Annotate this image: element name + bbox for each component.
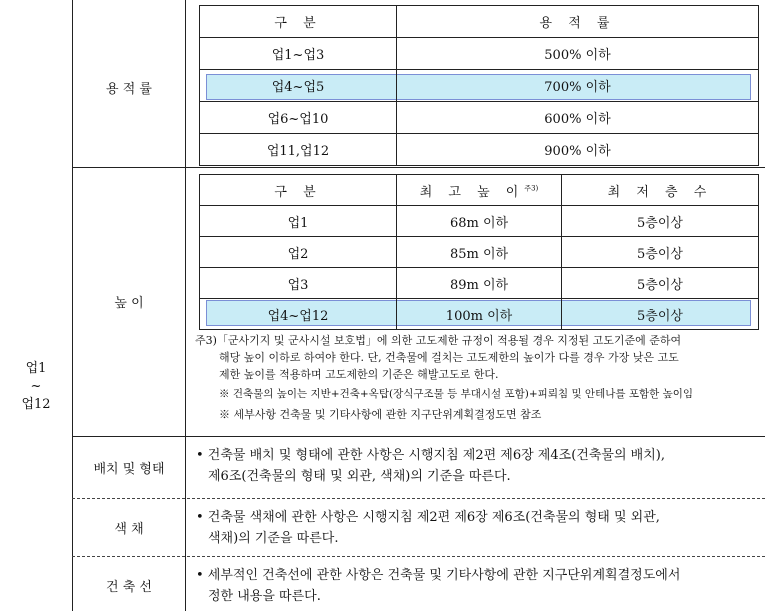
far-header-category: 구 분 — [200, 6, 397, 38]
placement-text-1: • 건축물 배치 및 형태에 관한 사항은 시행지침 제2편 제6장 제4조(건축물의 배치), — [196, 448, 665, 463]
height-header-note-ref: 주3) — [524, 184, 539, 193]
height-note-5: ※ 세부사항 건축물 및 기타사항에 관한 지구단위계획결정도면 참조 — [219, 408, 542, 421]
table-row — [200, 268, 759, 299]
row-divider — [72, 436, 765, 437]
table-row — [200, 237, 759, 268]
height-max-cell: 85m 이하 — [397, 237, 562, 268]
zone-label-end: 업12 — [21, 397, 51, 412]
height-header-max-label: 최 고 높 이 — [419, 184, 525, 200]
height-floors-cell: 5층이상 — [562, 206, 759, 237]
far-zone-cell: 업11,업12 — [200, 134, 397, 166]
height-max-cell: 100m 이하 — [397, 299, 562, 330]
far-value-cell: 500% 이하 — [397, 38, 759, 70]
table-row — [200, 38, 759, 70]
far-header-ratio: 용 적 률 — [397, 6, 759, 38]
far-section-label: 용 적 률 — [106, 82, 152, 97]
height-note-3: 제한 높이를 적용하며 고도제한의 기준은 해발고도로 한다. — [219, 368, 499, 381]
far-zone-cell: 업1~업3 — [200, 38, 397, 70]
zone-label-start: 업1 — [25, 361, 47, 376]
color-section-label: 색 채 — [114, 522, 144, 537]
height-max-cell: 68m 이하 — [397, 206, 562, 237]
row-divider-dashed — [72, 556, 765, 557]
building-line-text-1: • 세부적인 건축선에 관한 사항은 건축물 및 기타사항에 관한 지구단위계획결정도에서 — [196, 568, 681, 583]
table-row — [200, 102, 759, 134]
height-zone-cell: 업2 — [200, 237, 397, 268]
far-value-cell: 700% 이하 — [397, 70, 759, 102]
far-header-row — [200, 6, 759, 38]
height-header-max — [397, 175, 562, 206]
height-header-row — [200, 175, 759, 206]
column-divider — [185, 0, 186, 611]
table-row — [200, 299, 759, 330]
height-note-4: ※ 건축물의 높이는 지반+건축+옥탑(장식구조물 등 부대시설 포함)+피뢰침 및 안테나를 포함한 높이임 — [219, 388, 694, 400]
height-section-label: 높 이 — [114, 296, 144, 311]
placement-section-label: 배치 및 형태 — [93, 462, 165, 477]
height-max-cell: 89m 이하 — [397, 268, 562, 299]
height-note-1: 주3)「군사기지 및 군사시설 보호법」에 의한 고도제한 규정이 적용될 경우 지정된 고도기준에 준하여 — [195, 334, 682, 347]
height-floors-cell: 5층이상 — [562, 299, 759, 330]
color-text-2: 색채)의 기준을 따른다. — [208, 531, 339, 546]
height-note-2: 해당 높이 이하로 하여야 한다. 단, 건축물에 걸치는 고도제한의 높이가 다를 경우 가장 낮은 고도 — [219, 351, 679, 364]
height-table — [199, 174, 759, 330]
far-zone-cell: 업6~업10 — [200, 102, 397, 134]
table-row — [200, 70, 759, 102]
zone-label-tilde: ~ — [30, 379, 42, 394]
height-zone-cell: 업3 — [200, 268, 397, 299]
height-zone-cell: 업4~업12 — [200, 299, 397, 330]
height-header-category: 구 분 — [200, 175, 397, 206]
height-header-min-floors: 최 저 층 수 — [562, 175, 759, 206]
height-floors-cell: 5층이상 — [562, 237, 759, 268]
far-value-cell: 900% 이하 — [397, 134, 759, 166]
building-line-text-2: 정한 내용을 따른다. — [208, 589, 321, 604]
building-line-section-label: 건 축 선 — [106, 580, 152, 595]
table-row — [200, 206, 759, 237]
far-table — [199, 5, 759, 166]
far-value-cell: 600% 이하 — [397, 102, 759, 134]
row-divider — [72, 167, 765, 168]
height-floors-cell: 5층이상 — [562, 268, 759, 299]
color-text-1: • 건축물 색채에 관한 사항은 시행지침 제2편 제6장 제6조(건축물의 형태 및 외관, — [196, 510, 660, 525]
far-zone-cell: 업4~업5 — [200, 70, 397, 102]
row-divider-dashed — [72, 498, 765, 499]
placement-text-2: 제6조(건축물의 형태 및 외관, 색채)의 기준을 따른다. — [208, 469, 511, 484]
height-zone-cell: 업1 — [200, 206, 397, 237]
table-row — [200, 134, 759, 166]
zone-label — [0, 360, 72, 414]
